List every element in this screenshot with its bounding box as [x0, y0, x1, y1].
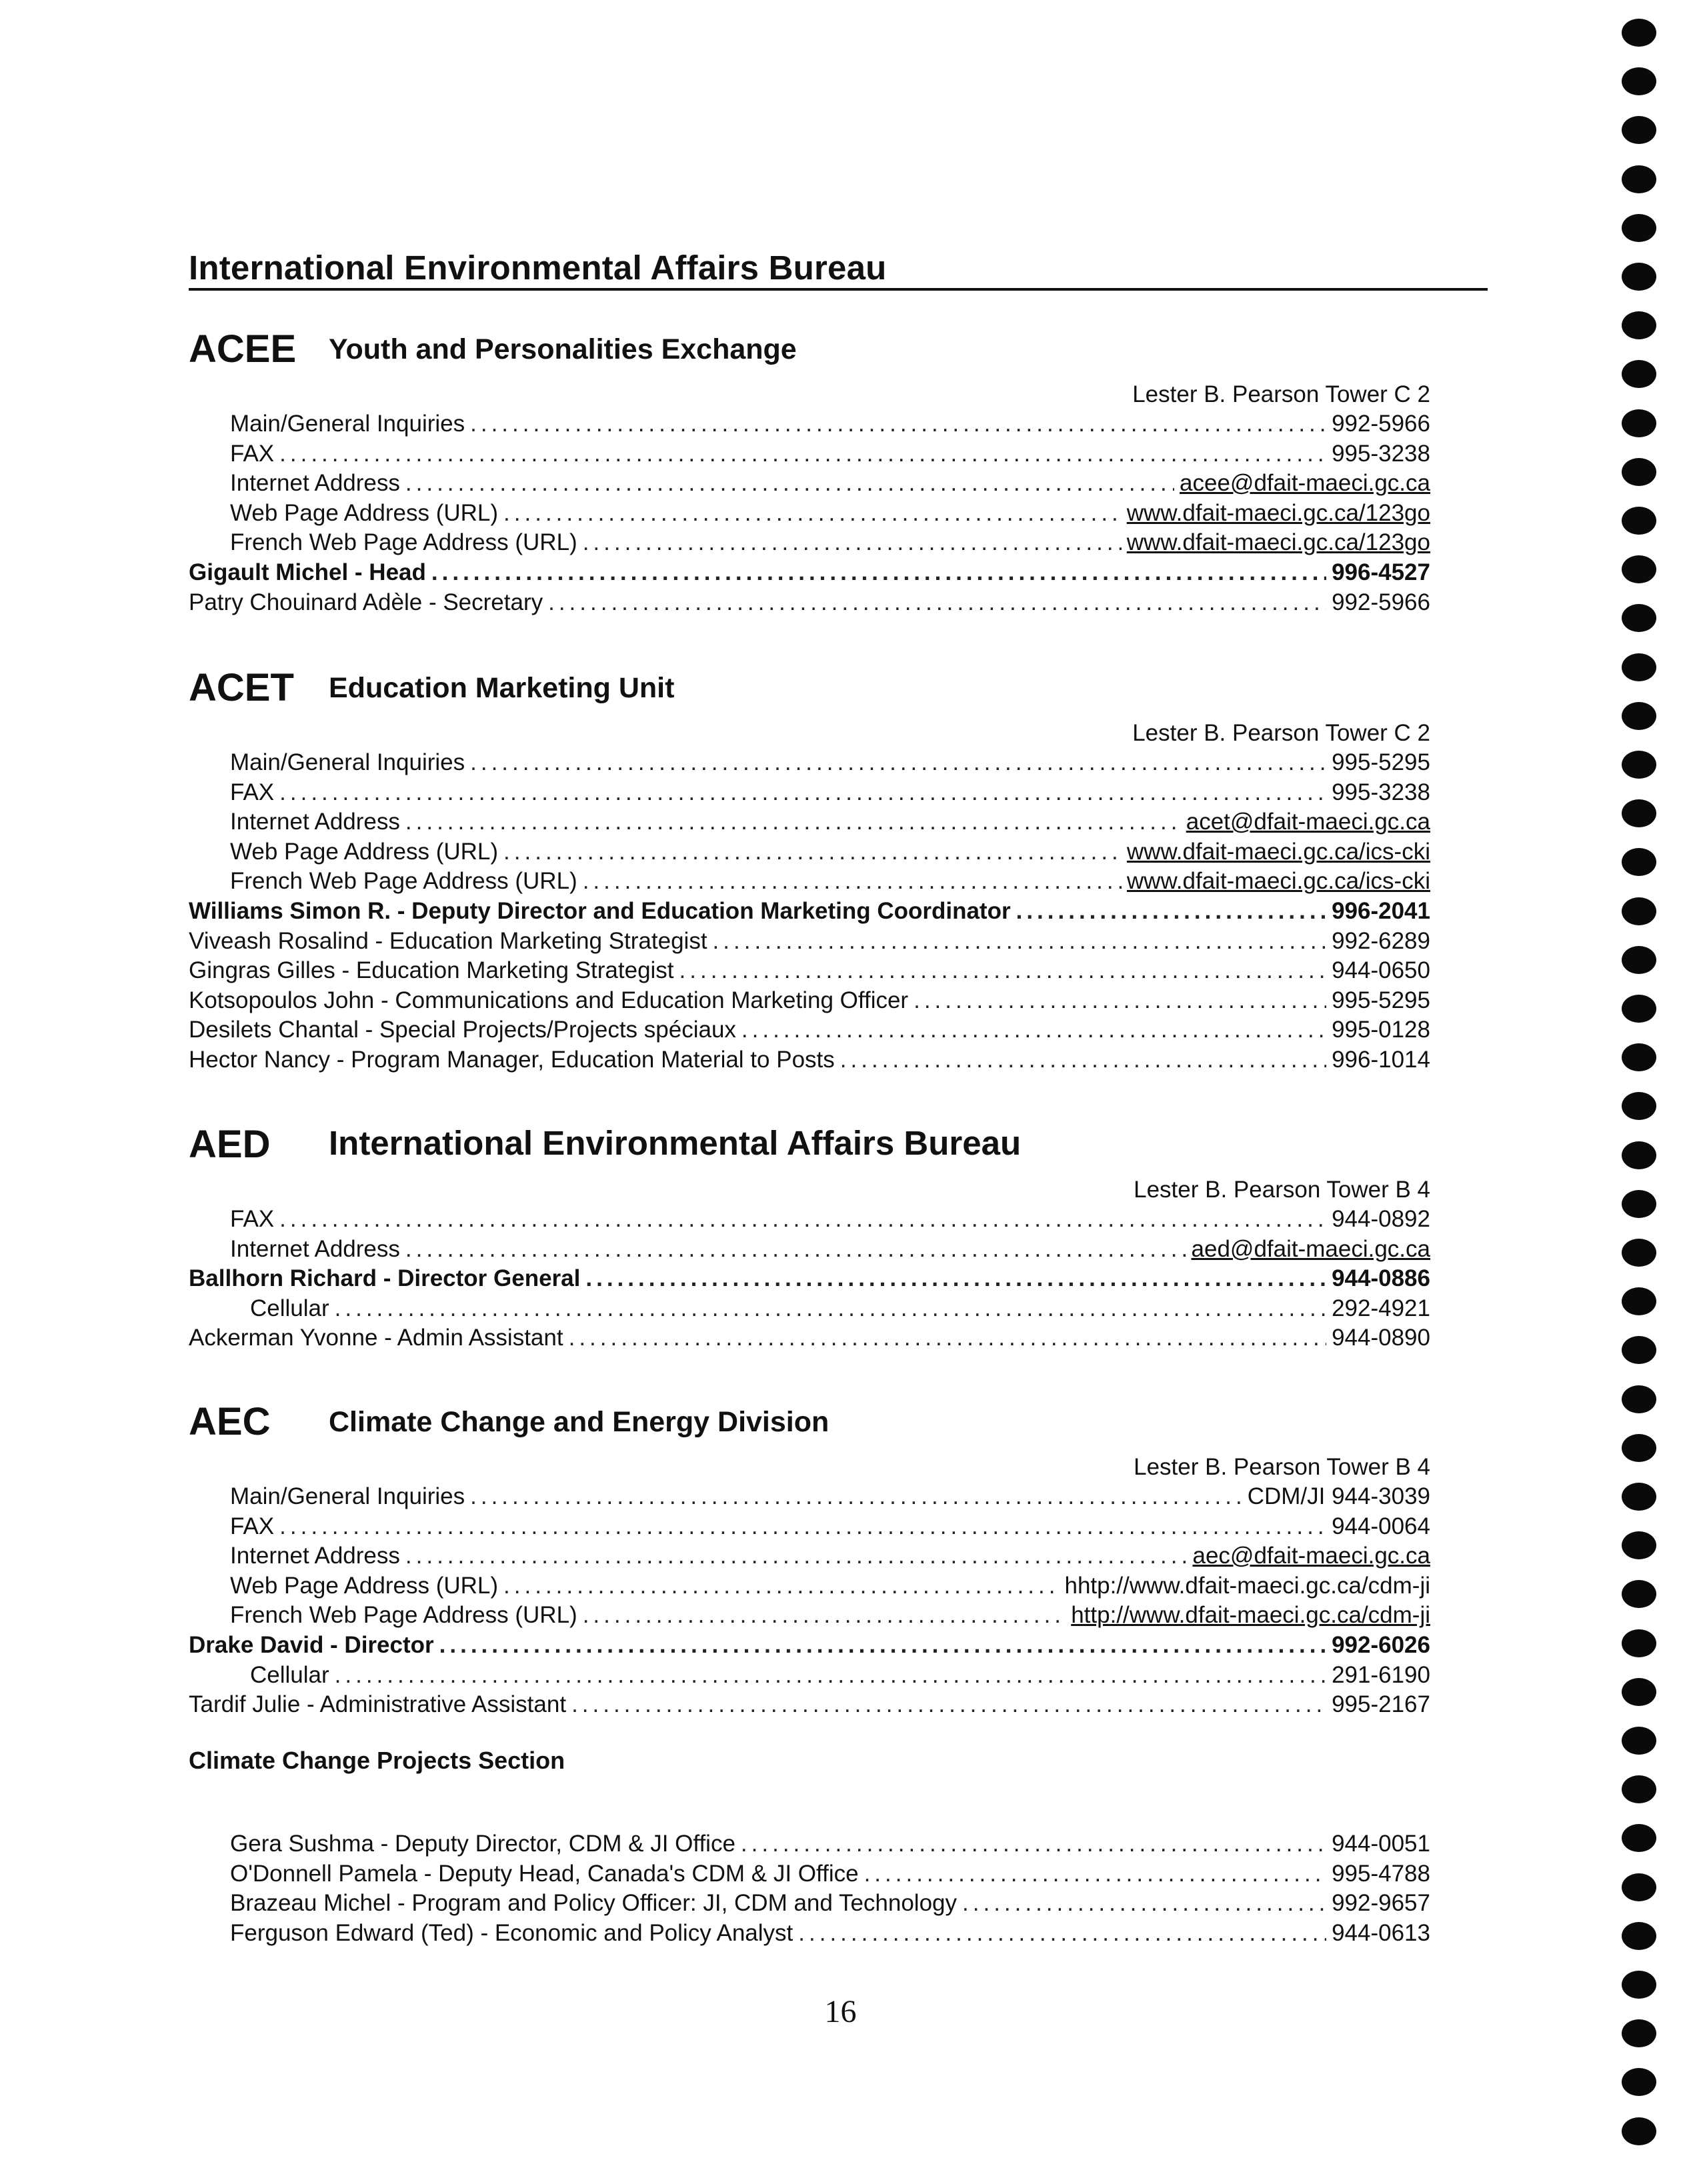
directory-row	[189, 1205, 1430, 1235]
entry-list	[189, 1482, 1430, 1720]
binding-hole	[1622, 604, 1656, 632]
section-name: Education Marketing Unit	[329, 672, 675, 704]
entry-list	[189, 1829, 1430, 1948]
entry-label: Web Page Address (URL)	[230, 838, 499, 865]
entry-phone: 992-9657	[1332, 1890, 1430, 1917]
dot-leader	[571, 1690, 1326, 1720]
entry-label: Main/General Inquiries	[230, 749, 465, 775]
entry-label: Tardif Julie - Administrative Assistant	[189, 1691, 567, 1718]
section-aec	[189, 1399, 1430, 1720]
binding-hole	[1622, 458, 1656, 486]
entry-phone: 995-2167	[1332, 1691, 1430, 1718]
directory-row	[189, 1571, 1430, 1601]
dot-leader	[431, 558, 1326, 588]
dot-leader	[405, 1235, 1186, 1265]
entry-label: French Web Page Address (URL)	[230, 529, 577, 556]
directory-row	[189, 986, 1430, 1016]
dot-leader	[741, 1829, 1326, 1859]
binding-hole	[1622, 2117, 1656, 2145]
subsection-title: Climate Change Projects Section	[189, 1747, 565, 1774]
page-number: 16	[824, 1994, 857, 2029]
section-location: Lester B. Pearson Tower B 4	[1134, 1177, 1430, 1203]
dot-leader	[470, 1482, 1242, 1512]
dot-leader	[279, 778, 1326, 808]
binding-hole	[1622, 1043, 1656, 1071]
entry-link[interactable]: www.dfait-maeci.gc.ca/ics-cki	[1126, 838, 1430, 865]
entry-label: Web Page Address (URL)	[230, 499, 499, 526]
entry-phone: 995-3238	[1332, 440, 1430, 467]
binding-hole	[1622, 1922, 1656, 1950]
entry-link[interactable]: aed@dfait-maeci.gc.ca	[1191, 1235, 1430, 1262]
section-code: AED	[189, 1123, 271, 1166]
directory-row	[189, 748, 1430, 778]
dot-leader	[864, 1859, 1327, 1889]
section-name: Climate Change and Energy Division	[329, 1406, 829, 1438]
binding-hole	[1622, 848, 1656, 876]
directory-row	[189, 867, 1430, 897]
entry-phone: 944-0613	[1332, 1919, 1430, 1946]
entry-label: Internet Address	[230, 1543, 400, 1569]
entry-phone: 996-2041	[1332, 897, 1430, 924]
binding-hole	[1622, 165, 1656, 193]
directory-row	[189, 1541, 1430, 1571]
directory-row	[189, 1601, 1430, 1631]
section-code: ACEE	[189, 327, 297, 371]
dot-leader	[583, 1601, 1066, 1631]
entry-label: Williams Simon R. - Deputy Director and Education Marketing Coordinator	[189, 897, 1011, 924]
directory-row	[189, 837, 1430, 867]
entry-phone: 995-0128	[1332, 1017, 1430, 1043]
dot-leader	[335, 1661, 1326, 1691]
entry-link[interactable]: acee@dfait-maeci.gc.ca	[1180, 470, 1430, 497]
dot-leader	[914, 986, 1326, 1016]
dot-leader	[1016, 897, 1326, 927]
directory-row	[189, 499, 1430, 529]
entry-phone: 944-0886	[1332, 1265, 1430, 1292]
binding-hole	[1622, 409, 1656, 437]
binding-hole	[1622, 995, 1656, 1023]
directory-row	[189, 1264, 1430, 1294]
binding-hole	[1622, 1873, 1656, 1901]
dot-leader	[335, 1294, 1326, 1324]
directory-row	[189, 528, 1430, 558]
directory-row	[189, 1294, 1430, 1324]
entry-phone: 292-4921	[1332, 1295, 1430, 1321]
binding-hole	[1622, 1580, 1656, 1608]
dot-leader	[279, 1205, 1326, 1235]
binding-hole	[1622, 67, 1656, 95]
entry-link[interactable]: aec@dfait-maeci.gc.ca	[1192, 1543, 1430, 1569]
section-header	[189, 665, 1430, 719]
section-header	[189, 327, 1430, 380]
entry-phone: 995-5295	[1332, 987, 1430, 1013]
directory-row	[189, 1859, 1430, 1889]
entry-label: FAX	[230, 1513, 275, 1539]
section-location: Lester B. Pearson Tower B 4	[1134, 1454, 1430, 1480]
dot-leader	[279, 439, 1326, 469]
directory-row	[189, 1889, 1430, 1919]
subsection-climate-projects	[189, 1829, 1430, 1948]
directory-row	[189, 558, 1430, 588]
entry-phone: 291-6190	[1332, 1661, 1430, 1688]
entry-phone: CDM/JI 944-3039	[1247, 1483, 1430, 1509]
binding-hole	[1622, 2068, 1656, 2096]
dot-leader	[840, 1045, 1326, 1075]
entry-label: Internet Address	[230, 1235, 400, 1262]
binding-hole	[1622, 19, 1656, 47]
dot-leader	[548, 588, 1326, 618]
section-acet	[189, 665, 1430, 1075]
entry-phone: 996-1014	[1332, 1046, 1430, 1073]
directory-row	[189, 1690, 1430, 1720]
entry-phone: 995-5295	[1332, 749, 1430, 775]
entry-link[interactable]: www.dfait-maeci.gc.ca/123go	[1126, 499, 1430, 526]
binding-hole	[1622, 1190, 1656, 1218]
entry-label: Ferguson Edward (Ted) - Economic and Policy Analyst	[230, 1919, 793, 1946]
entry-list	[189, 1205, 1430, 1353]
directory-row	[189, 897, 1430, 927]
entry-link[interactable]: http://www.dfait-maeci.gc.ca/cdm-ji	[1071, 1602, 1430, 1629]
binding-hole	[1622, 702, 1656, 730]
entry-phone: 995-3238	[1332, 779, 1430, 805]
binding-hole	[1622, 1434, 1656, 1462]
section-name: International Environmental Affairs Bureau	[329, 1124, 1022, 1162]
entry-phone: 992-5966	[1332, 411, 1430, 437]
binding-hole	[1622, 1775, 1656, 1803]
entry-label: Kotsopoulos John - Communications and Education Marketing Officer	[189, 987, 909, 1013]
dot-leader	[585, 1264, 1326, 1294]
section-location: Lester B. Pearson Tower C 2	[1132, 381, 1430, 407]
entry-list	[189, 748, 1430, 1075]
entry-phone: 944-0650	[1332, 957, 1430, 984]
directory-row	[189, 439, 1430, 469]
entry-phone: 992-5966	[1332, 589, 1430, 615]
binding-hole	[1622, 555, 1656, 583]
entry-label: FAX	[230, 779, 275, 805]
entry-label: Drake David - Director	[189, 1631, 434, 1658]
entry-label: Patry Chouinard Adèle - Secretary	[189, 589, 543, 615]
directory-row	[189, 927, 1430, 957]
binding-hole	[1622, 1629, 1656, 1657]
directory-row	[189, 1512, 1430, 1542]
entry-label: French Web Page Address (URL)	[230, 1602, 577, 1629]
entry-label: Brazeau Michel - Program and Policy Officer: JI, CDM and Technology	[230, 1890, 958, 1917]
directory-row	[189, 1045, 1430, 1075]
section-location: Lester B. Pearson Tower C 2	[1132, 720, 1430, 746]
binding-hole	[1622, 116, 1656, 144]
binding-hole	[1622, 263, 1656, 291]
section-header	[189, 1399, 1430, 1453]
dot-leader	[405, 807, 1181, 837]
dot-leader	[503, 1571, 1059, 1601]
binding-hole	[1622, 360, 1656, 388]
directory-row	[189, 588, 1430, 618]
directory-row	[189, 1631, 1430, 1661]
binding-hole	[1622, 214, 1656, 242]
dot-leader	[503, 837, 1122, 867]
entry-label: Main/General Inquiries	[230, 1483, 465, 1509]
section-acee	[189, 327, 1430, 617]
entry-phone: 944-0892	[1332, 1206, 1430, 1232]
dot-leader	[713, 927, 1327, 957]
dot-leader	[470, 409, 1326, 439]
binding-hole	[1622, 1092, 1656, 1120]
entry-label: Gera Sushma - Deputy Director, CDM & JI Office	[230, 1831, 735, 1857]
entry-label: Ballhorn Richard - Director General	[189, 1265, 581, 1292]
binding-hole	[1622, 1287, 1656, 1315]
entry-label: O'Donnell Pamela - Deputy Head, Canada's CDM & JI Office	[230, 1860, 859, 1887]
directory-row	[189, 807, 1430, 837]
binding-hole	[1622, 897, 1656, 925]
entry-phone: hhtp://www.dfait-maeci.gc.ca/cdm-ji	[1064, 1572, 1430, 1599]
entry-phone: 996-4527	[1332, 559, 1430, 585]
binding-hole	[1622, 1727, 1656, 1755]
binding-hole	[1622, 1141, 1656, 1169]
directory-row	[189, 1235, 1430, 1265]
entry-link[interactable]: acet@dfait-maeci.gc.ca	[1186, 809, 1430, 835]
binding-hole	[1622, 311, 1656, 339]
entry-label: French Web Page Address (URL)	[230, 868, 577, 895]
dot-leader	[503, 499, 1122, 529]
binding-hole	[1622, 1483, 1656, 1511]
binding-hole	[1622, 1678, 1656, 1706]
dot-leader	[679, 956, 1327, 986]
binding-hole	[1622, 507, 1656, 535]
directory-row	[189, 409, 1430, 439]
section-header	[189, 1122, 1430, 1175]
dot-leader	[405, 1541, 1188, 1571]
entry-label: Web Page Address (URL)	[230, 1572, 499, 1599]
entry-label: Gigault Michel - Head	[189, 559, 426, 585]
entry-label: Internet Address	[230, 470, 400, 497]
entry-label: Gingras Gilles - Education Marketing Strategist	[189, 957, 674, 984]
title-underline	[189, 288, 1488, 291]
section-name: Youth and Personalities Exchange	[329, 333, 797, 365]
binding-hole	[1622, 751, 1656, 779]
dot-leader	[439, 1631, 1326, 1661]
directory-row	[189, 469, 1430, 499]
dot-leader	[962, 1889, 1326, 1919]
entry-label: FAX	[230, 1206, 275, 1232]
directory-row	[189, 778, 1430, 808]
entry-label: FAX	[230, 440, 275, 467]
entry-label: Ackerman Yvonne - Admin Assistant	[189, 1325, 563, 1351]
entry-label: Desilets Chantal - Special Projects/Projects spéciaux	[189, 1017, 736, 1043]
dot-leader	[405, 469, 1174, 499]
binding-hole	[1622, 653, 1656, 681]
binding-hole	[1622, 1336, 1656, 1364]
binding-holes	[1622, 19, 1668, 2172]
binding-hole	[1622, 1239, 1656, 1267]
entry-label: Viveash Rosalind - Education Marketing Strategist	[189, 927, 707, 954]
directory-row	[189, 1323, 1430, 1353]
entry-label: Main/General Inquiries	[230, 411, 465, 437]
section-aed	[189, 1122, 1430, 1353]
entry-list	[189, 409, 1430, 617]
dot-leader	[583, 867, 1122, 897]
entry-label: Internet Address	[230, 809, 400, 835]
binding-hole	[1622, 1824, 1656, 1852]
directory-row	[189, 1015, 1430, 1045]
entry-phone: 992-6289	[1332, 927, 1430, 954]
directory-row	[189, 956, 1430, 986]
entry-label: Hector Nancy - Program Manager, Education Material to Posts	[189, 1046, 835, 1073]
directory-row	[189, 1482, 1430, 1512]
dot-leader	[798, 1919, 1326, 1949]
page-title: International Environmental Affairs Bureau	[189, 249, 887, 287]
dot-leader	[569, 1323, 1326, 1353]
binding-hole	[1622, 1385, 1656, 1413]
directory-row	[189, 1919, 1430, 1949]
dot-leader	[279, 1512, 1326, 1542]
dot-leader	[583, 528, 1122, 558]
entry-phone: 944-0890	[1332, 1325, 1430, 1351]
entry-link[interactable]: www.dfait-maeci.gc.ca/ics-cki	[1126, 868, 1430, 895]
section-code: AEC	[189, 1400, 271, 1443]
entry-phone: 944-0064	[1332, 1513, 1430, 1539]
entry-label: Cellular	[250, 1661, 329, 1688]
entry-phone: 944-0051	[1332, 1831, 1430, 1857]
directory-row	[189, 1661, 1430, 1691]
binding-hole	[1622, 946, 1656, 974]
directory-row	[189, 1829, 1430, 1859]
entry-link[interactable]: www.dfait-maeci.gc.ca/123go	[1126, 529, 1430, 556]
entry-label: Cellular	[250, 1295, 329, 1321]
dot-leader	[470, 748, 1326, 778]
dot-leader	[741, 1015, 1326, 1045]
entry-phone: 995-4788	[1332, 1860, 1430, 1887]
binding-hole	[1622, 799, 1656, 827]
binding-hole	[1622, 1531, 1656, 1559]
entry-phone: 992-6026	[1332, 1631, 1430, 1658]
section-code: ACET	[189, 666, 294, 709]
